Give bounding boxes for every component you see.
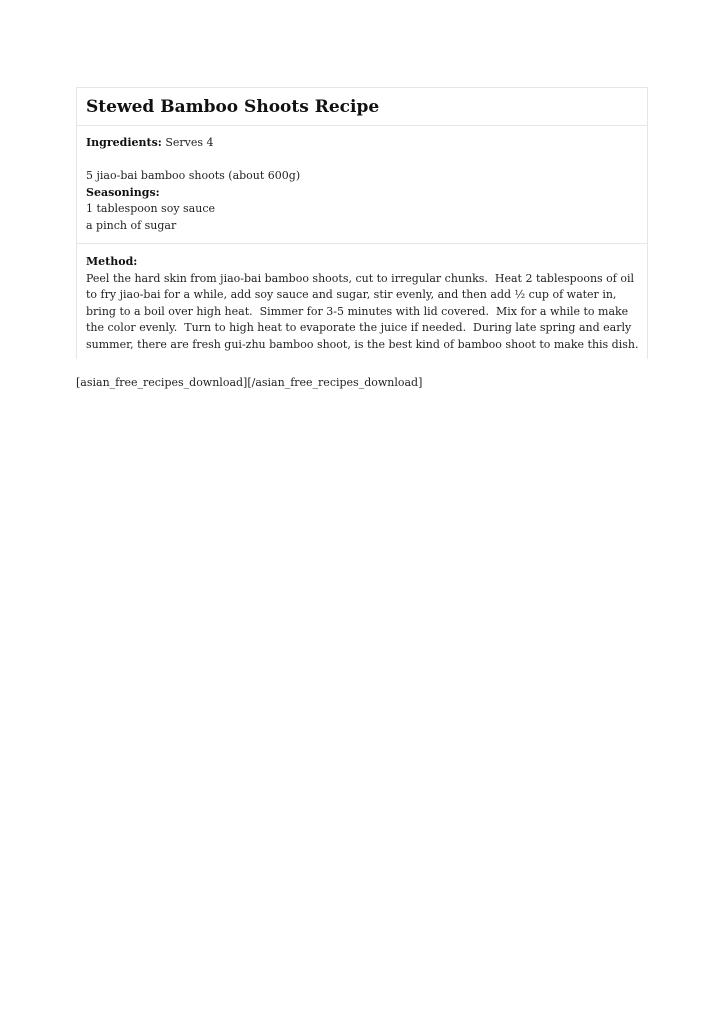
download-shortcode: [asian_free_recipes_download][/asian_free_recipes_download] (76, 376, 423, 389)
method-line: to fry jiao-bai for a while, add soy sauce and sugar, stir evenly, and then add ½ cup of water in, (86, 288, 617, 301)
method-line: Peel the hard skin from jiao-bai bamboo shoots, cut to irregular chunks. Heat 2 tablespoons of oil (86, 271, 635, 285)
seasoning-item: a pinch of sugar (86, 218, 177, 232)
recipe-card (76, 87, 648, 359)
seasoning-item: 1 tablespoon soy sauce (86, 202, 215, 215)
method-line: the color evenly. Turn to high heat to evaporate the juice if needed. During late spring and early (86, 321, 632, 334)
ingredient-item: 5 jiao-bai bamboo shoots (about 600g) (86, 169, 301, 182)
ingredients-section (77, 126, 647, 244)
ingredients-header (86, 135, 638, 152)
method-section (77, 244, 647, 359)
recipe-title: Stewed Bamboo Shoots Recipe (77, 88, 647, 126)
method-line: summer, there are fresh gui-zhu bamboo shoot, is the best kind of bamboo shoot to make this dish. (86, 337, 639, 351)
ingredients-label: Ingredients: (86, 136, 162, 149)
seasonings-label: Seasonings: (86, 185, 160, 199)
spacer (86, 152, 638, 169)
method-line: bring to a boil over high heat. Simmer for 3-5 minutes with lid covered. Mix for a while to make (86, 304, 629, 318)
method-label: Method: (86, 255, 138, 268)
serves-text: Serves 4 (161, 136, 214, 149)
